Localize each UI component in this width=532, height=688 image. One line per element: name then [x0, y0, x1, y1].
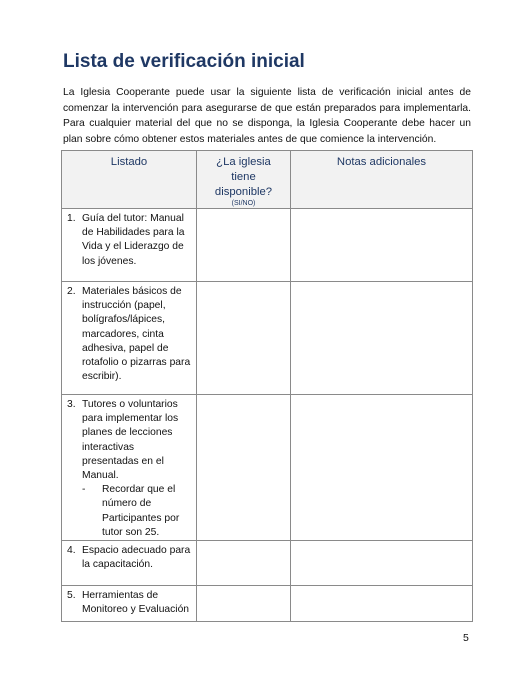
disponible-cell[interactable] [197, 541, 291, 586]
listado-cell [62, 209, 197, 282]
item-number: 4. [67, 545, 76, 557]
table-row [62, 395, 473, 541]
notas-cell[interactable] [291, 586, 473, 622]
intro-paragraph: La Iglesia Cooperante puede usar la siguiente lista de verificación inicial antes de comenzar la intervención para asegurarse de que están preparados para implementarla. Para cualquier material del que no se disponga, la Iglesia Cooperante debe hacer un plan sobre cómo obtener estos materiales antes de que comience la intervención. [63, 87, 471, 145]
item-number: 2. [67, 286, 76, 297]
sub-item-text: Recordar que el número de Participantes por tutor son 25. [102, 484, 180, 538]
notas-cell[interactable] [291, 395, 473, 541]
listado-cell [62, 586, 197, 622]
header-disponible-sub: (SI/NO) [231, 200, 256, 207]
notas-cell[interactable] [291, 282, 473, 395]
sub-bullet: - [82, 484, 86, 496]
disponible-cell[interactable] [197, 282, 291, 395]
disponible-cell[interactable] [197, 395, 291, 541]
table-header-row [62, 151, 473, 209]
item-text: Herramientas de Monitoreo y Evaluación [82, 590, 190, 616]
header-notas: Notas adicionales [291, 151, 473, 209]
table-row [62, 586, 473, 622]
listado-cell [62, 541, 197, 586]
disponible-cell[interactable] [197, 209, 291, 282]
table-row [62, 282, 473, 395]
disponible-cell[interactable] [197, 586, 291, 622]
page-title: Lista de verificación inicial [63, 51, 305, 72]
item-text: Espacio adecuado para la capacitación. [82, 545, 191, 571]
item-text: Materiales básicos de instrucción (papel, bolígrafos/lápices, marcadores, cinta adhesiva, papel de rotafolio o pizarras para escribir). [82, 286, 191, 383]
item-text: Tutores o voluntarios para implementar los planes de lecciones interactivas presentadas en el Manual. [82, 399, 179, 482]
header-listado: Listado [62, 151, 197, 209]
header-disponible: ¿La iglesia tiene disponible? (SI/NO) [197, 151, 291, 209]
notas-cell[interactable] [291, 209, 473, 282]
page-number: 5 [463, 632, 469, 644]
checklist-table [61, 150, 473, 622]
table-row [62, 209, 473, 282]
listado-cell [62, 282, 197, 395]
notas-cell[interactable] [291, 541, 473, 586]
listado-cell [62, 395, 197, 541]
item-number: 5. [67, 590, 76, 602]
table-row [62, 541, 473, 586]
item-text: Guía del tutor: Manual de Habilidades para la Vida y el Liderazgo de los jóvenes. [82, 213, 185, 267]
item-number: 3. [67, 399, 76, 410]
item-number: 1. [67, 213, 76, 224]
